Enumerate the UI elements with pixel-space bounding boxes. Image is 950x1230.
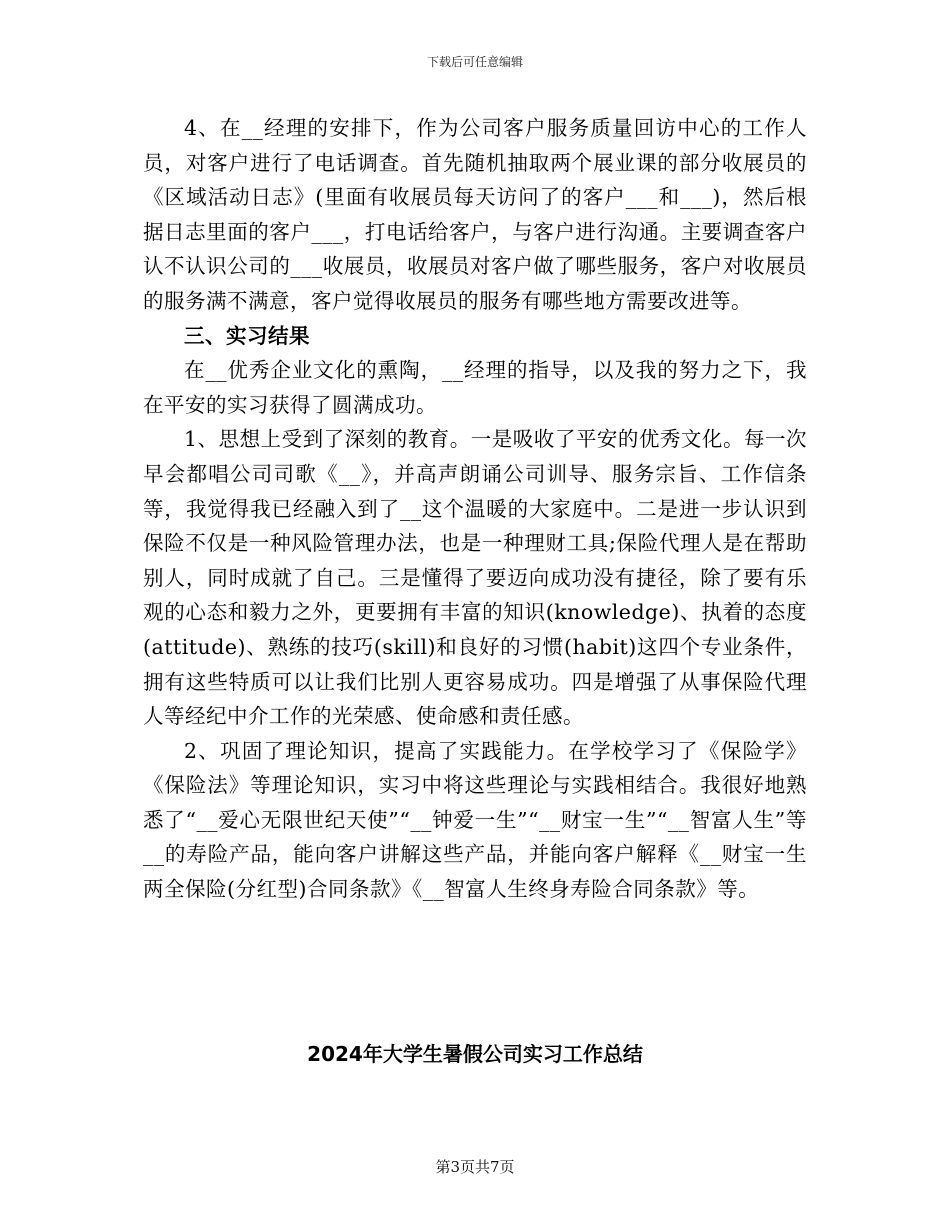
paragraph-results-intro: 在__优秀企业文化的熏陶，__经理的指导，以及我的努力之下，我在平安的实习获得了圆满成功。 (143, 358, 807, 417)
page-header: 下载后可任意编辑 (426, 55, 523, 69)
document-body (143, 111, 807, 907)
paragraph-theory-practice: 2、巩固了理论知识，提高了实践能力。在学校学习了《保险学》《保险法》等理论知识，实习中将这些理论与实践相结合。我很好地熟悉了“__爱心无限世纪天使”“__钟爱一生”“__财宝一生”“__智富人生”等__的寿险产品，能向客户讲解这些产品，并能向客户解释《__财宝一生两全保险(分红型)合同条款》《__智富人生终身寿险合同条款》等。 (143, 738, 807, 902)
paragraph-survey: 4、在__经理的安排下，作为公司客户服务质量回访中心的工作人员，对客户进行了电话调查。首先随机抽取两个展业课的部分收展员的《区域活动日志》(里面有收展员每天访问了的客户___和___)，然后根据日志里面的客户___，打电话给客户，与客户进行沟通。主要调查客户认不认识公司的___收展员，收展员对客户做了哪些服务，客户对收展员的服务满不满意，客户觉得收展员的服务有哪些地方需要改进等。 (143, 116, 807, 313)
document-title: 2024年大学生暑假公司实习工作总结 (307, 1042, 643, 1066)
paragraph-education: 1、思想上受到了深刻的教育。一是吸收了平安的优秀文化。每一次早会都唱公司司歌《__》，并高声朗诵公司训导、服务宗旨、工作信条等，我觉得我已经融入到了__这个温暖的大家庭中。二是进一步认识到保险不仅是一种风险管理办法，也是一种理财工具;保险代理人是在帮助别人，同时成就了自己。三是懂得了要迈向成功没有捷径，除了要有乐观的心态和毅力之外，更要拥有丰富的知识(knowledge)、执着的态度(attitude)、熟练的技巧(skill)和良好的习惯(habit)这四个专业条件，拥有这些特质可以让我们比别人更容易成功。四是增强了从事保险代理人等经纪中介工作的光荣感、使命感和责任感。 (143, 427, 807, 729)
page-number: 第3页共7页 (435, 1158, 515, 1176)
section-heading-results: 三、实习结果 (184, 323, 310, 348)
